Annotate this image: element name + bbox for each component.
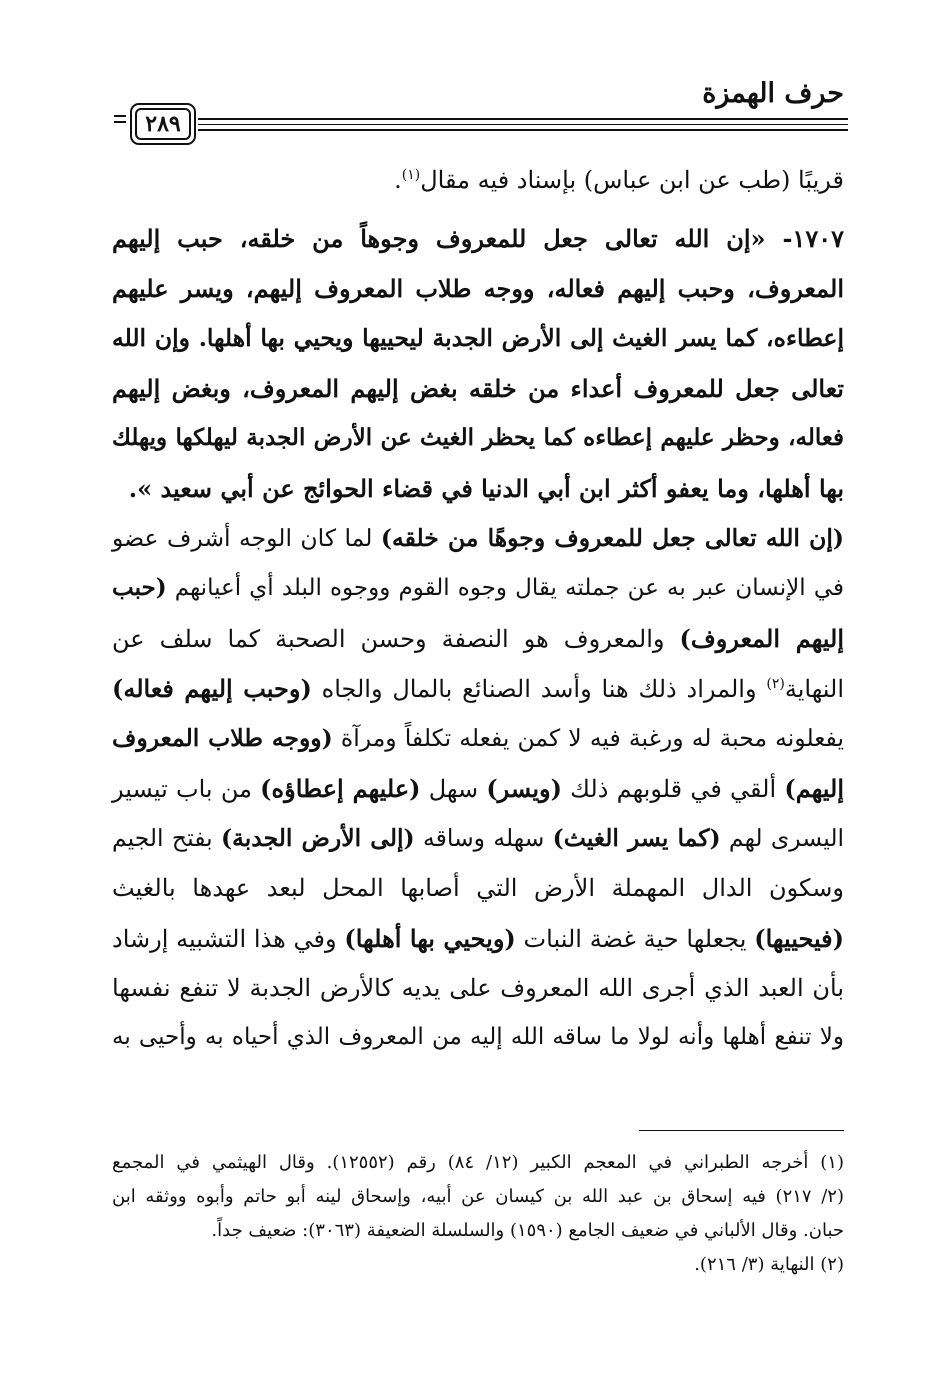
quoted-phrase: إليهم): [784, 774, 845, 803]
commentary-line-2: [112, 574, 844, 601]
commentary-line-10: [112, 974, 844, 1002]
quoted-phrase: (كما يسر الغيث): [552, 824, 721, 852]
quoted-phrase: (إلى الأرض الجدبة): [220, 824, 415, 852]
commentary-line-11: [112, 1024, 844, 1050]
hadith-line-4: [112, 374, 844, 403]
commentary-text: ألقي في قلوبهم ذلك: [561, 775, 785, 803]
commentary-text: يفعلونه محبة له ورغبة فيه لا كمن يفعله تكلفاً ومرآة: [332, 724, 844, 752]
hadith-line-6: [129, 474, 844, 503]
hadith-text: المعروف، وحبب إليهم فعاله، ووجه طلاب المعروف إليهم، ويسر عليهم: [112, 274, 844, 303]
quoted-phrase: (ويحيي بها أهلها): [344, 924, 516, 953]
commentary-text: اليسرى لهم: [720, 824, 845, 852]
commentary-line-3: [112, 624, 844, 653]
footnote-separator: [639, 1130, 844, 1131]
commentary-text: بفتح الجيم: [112, 824, 221, 852]
commentary-text: سهله وساقه: [414, 824, 553, 852]
footnote-2: (٢) النهاية (٣/ ٢١٦).: [694, 1254, 844, 1275]
commentary-line-7: [112, 824, 844, 852]
commentary-line-5: [112, 724, 844, 752]
commentary-text: وسكون الدال المهملة الأرض التي أصابها المحل لبعد عهدها بالغيث: [112, 874, 844, 902]
page-number-frame: [130, 103, 196, 145]
commentary-text: النهاية: [784, 675, 844, 703]
commentary-line-6: [112, 774, 844, 803]
hadith-line-2: [112, 274, 844, 303]
commentary-text: وفي هذا التشبيه إرشاد: [112, 925, 345, 953]
quoted-phrase: (حبب: [112, 574, 167, 601]
quoted-phrase: (وحبب إليهم فعاله): [112, 674, 312, 703]
footnote-1-line-3: حبان. وقال الألباني في ضعيف الجامع (١٥٩٠) والسلسلة الضعيفة (٣٠٦٣): ضعيف جداً.: [211, 1220, 844, 1241]
hadith-line-3: [112, 324, 844, 352]
commentary-text: والمعروف هو النصفة وحسن الصحبة كما سلف عن: [112, 625, 680, 653]
quoted-phrase: (عليهم إعطاؤه): [260, 774, 421, 803]
commentary-text: بأن العبد الذي أجرى الله المعروف على يديه كالأرض الجدبة لا تنفع نفسها: [112, 974, 844, 1002]
hadith-text: إعطاءه، كما يسر الغيث إلى الأرض الجدبة ليحييها ويحيي بها أهلها. وإن الله: [112, 324, 844, 352]
header-rule-middle: [198, 124, 848, 125]
quoted-phrase: (ووجه طلاب المعروف: [112, 724, 333, 752]
quoted-phrase: (إن الله تعالى جعل للمعروف وجوهًا من خلقه): [380, 524, 845, 552]
hadith-line-1: [112, 224, 844, 253]
hadith-line-5: [112, 424, 844, 451]
page-number: ٢٨٩: [135, 108, 191, 140]
hadith-text: تعالى جعل للمعروف أعداء من خلقه بغض إليهم المعروف، وبغض إليهم: [112, 374, 844, 403]
commentary-text: ولا تنفع أهلها وأنه لولا ما ساقه الله إليه من المعروف الذي أحياه به وأحيى به: [112, 1024, 844, 1050]
line-1-text: قريبًا (طب عن ابن عباس) بإسناد فيه مقال: [420, 166, 844, 194]
text-line-1: قريبًا (طب عن ابن عباس) بإسناد فيه مقال$^{(١)}$.: [394, 166, 844, 194]
commentary-line-9: [112, 924, 844, 953]
header-rule-top: [198, 118, 848, 120]
commentary-text: سهل: [420, 775, 487, 803]
commentary-text: في الإنسان عبر به عن جملته يقال وجوه القوم ووجوه البلد أي أعيانهم: [166, 575, 844, 601]
commentary-text: والمراد ذلك هنا وأسد الصنائع بالمال والجاه: [311, 675, 767, 703]
commentary-text: لما كان الوجه أشرف عضو: [112, 524, 381, 552]
commentary-line-1: [112, 524, 844, 552]
footnote-ref-1: (١): [401, 167, 421, 183]
quoted-phrase: إليهم المعروف): [679, 624, 844, 653]
hadith-text: فعاله، وحظر عليهم إعطاءه كما يحظر الغيث عن الأرض الجدبة ليهلكها ويهلك: [112, 424, 844, 451]
header-rule-bottom: [198, 129, 848, 131]
quoted-phrase: (فيحييها): [754, 924, 845, 953]
page-number-ornament: [114, 115, 126, 123]
commentary-text: من باب تيسير: [112, 775, 261, 803]
commentary-line-8: [112, 874, 844, 902]
hadith-text: بها أهلها، وما يعفو أكثر ابن أبي الدنيا في قضاء الحوائج عن أبي سعيد ».: [128, 474, 844, 503]
hadith-text: «إن الله تعالى جعل للمعروف وجوهاً من خلقه، حبب إليهم: [112, 224, 766, 253]
footnote-1-line-1: (١) أخرجه الطبراني في المعجم الكبير (١٢/ ٨٤) رقم (١٢٥٥٢). وقال الهيثمي في المجمع: [112, 1152, 844, 1173]
commentary-line-4: [112, 674, 844, 703]
commentary-text: يجعلها حية غضة النبات: [515, 925, 755, 953]
footnote-1-line-2: (٢/ ٢١٧) فيه إسحاق بن عبد الله بن كيسان عن أبيه، وإسحاق لينه أبو حاتم وأبوه ووثقه ابن: [112, 1186, 844, 1207]
quoted-phrase: (ويسر): [486, 774, 562, 803]
hadith-number: ١٧٠٧-: [765, 224, 844, 253]
chapter-title: حرف الهمزة: [702, 78, 844, 109]
footnote-ref-2: (٢): [766, 676, 785, 692]
